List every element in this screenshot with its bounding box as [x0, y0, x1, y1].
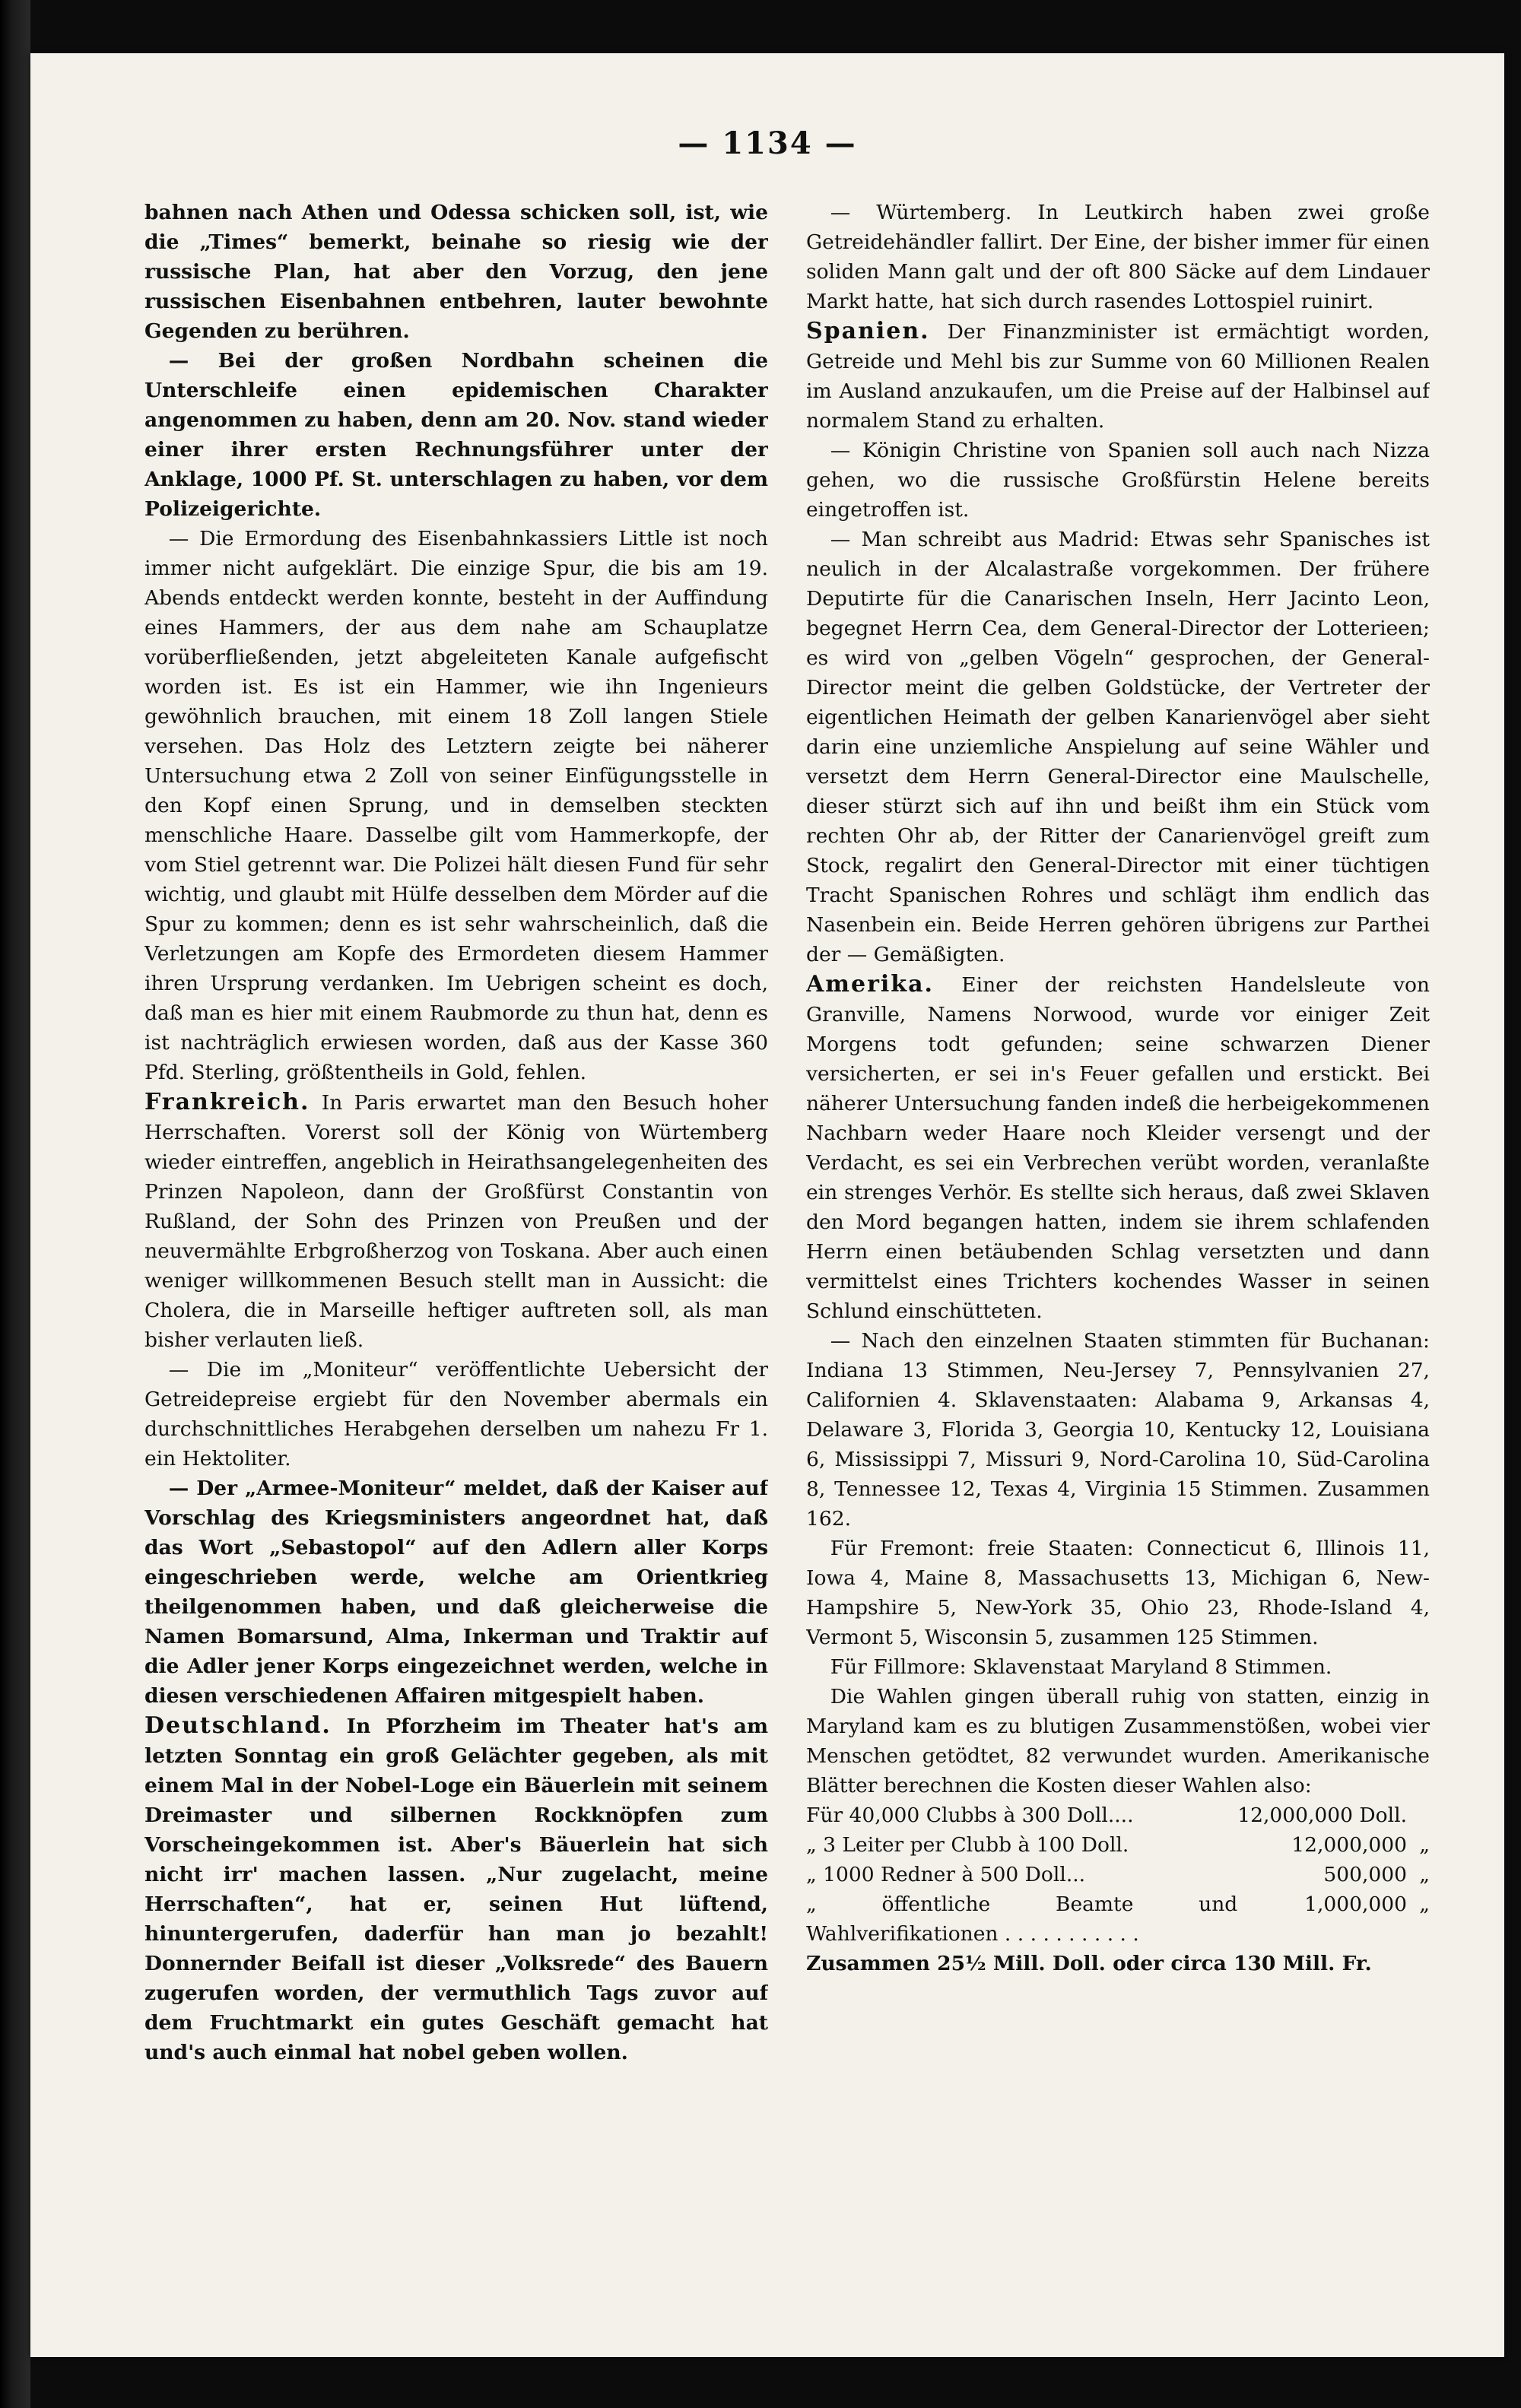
section-deutschland	[144, 1711, 768, 2067]
cost-amount: 1,000,000	[1304, 1892, 1407, 1916]
right-column	[806, 198, 1430, 2266]
section-heading: Frankreich.	[144, 1089, 310, 1115]
election-cost-table	[806, 1800, 1430, 1949]
cost-total: Zusammen 25½ Mill. Doll. oder circa 130 Mill. Fr.	[806, 1952, 1372, 1975]
section-spanien	[806, 316, 1430, 436]
article-paragraph: — Die Ermordung des Eisenbahnkassiers Little ist noch immer nicht aufgeklärt. Die einzige Spur, die bis am 19. Abends entdeckt werden konnte, besteht in der Auffindung eines Hammers, der aus dem nahe am Schauplatze vorüberfließenden, jetzt abgeleiteten Kanale aufgefischt worden ist. Es ist ein Hammer, wie ihn Ingenieurs gewöhnlich brauchen, mit einem 18 Zoll langen Stiele versehen. Das Holz des Letztern zeigte bei näherer Untersuchung etwa 2 Zoll von seiner Einfügungsstelle in den Kopf einen Sprung, und in demselben steckten menschliche Haare. Dasselbe gilt vom Hammerkopfe, der vom Stiel getrennt war. Die Polizei hält diesen Fund für sehr wichtig, und glaubt mit Hülfe desselben dem Mörder auf die Spur zu kommen; denn es ist sehr wahrscheinlich, daß die Verletzungen am Kopfe des Ermordeten diesem Hammer ihren Ursprung verdanken. Im Uebrigen scheint es doch, daß man es hier mit einem Raubmorde zu thun hat, denn es ist nachträglich erwiesen worden, daß aus der Kasse 360 Pfd. Sterling, größtentheils in Gold, fehlen.	[144, 527, 768, 1084]
ditto-mark: „	[1419, 1833, 1430, 1857]
table-row	[806, 1800, 1430, 1830]
article-paragraph: Die Wahlen gingen überall ruhig von statten, einzig in Maryland kam es zu blutigen Zusammenstößen, wobei vier Menschen getödtet, 82 verwundet wurden. Amerikanische Blätter berechnen die Kosten dieser Wahlen also:	[806, 1685, 1430, 1797]
left-column	[144, 198, 768, 2266]
article-paragraph: Für Fillmore: Sklavenstaat Maryland 8 Stimmen.	[830, 1655, 1332, 1679]
cost-label: „ 1000 Redner à 500 Doll...	[806, 1863, 1086, 1886]
article-paragraph: — Würtemberg. In Leutkirch haben zwei große Getreidehändler fallirt. Der Eine, der bisher immer für einen soliden Mann galt und der oft 800 Säcke auf dem Lindauer Markt hatte, hat sich durch rasendes Lottospiel ruinirt.	[806, 201, 1430, 313]
article-paragraph: — Der „Armee-Moniteur“ meldet, daß der Kaiser auf Vorschlag des Kriegsministers angeordnet hat, daß das Wort „Sebastopol“ auf den Adlern aller Korps eingeschrieben werde, welche am Orientkrieg theilgenommen haben, und daß gleicherweise die Namen Bomarsund, Alma, Inkerman und Traktir auf die Adler jener Korps eingezeichnet werden, welche in diesen verschiedenen Affairen mitgespielt haben.	[144, 1477, 768, 1708]
section-heading: Deutschland.	[144, 1712, 332, 1739]
article-paragraph: — Nach den einzelnen Staaten stimmten für Buchanan: Indiana 13 Stimmen, Neu-Jersey 7, Pennsylvanien 27, Californien 4. Sklavenstaaten: Alabama 9, Arkansas 4, Delaware 3, Florida 3, Georgia 10, Kentucky 12, Louisiana 6, Mississippi 7, Missuri 9, Nord-Carolina 10, Süd-Carolina 8, Tennessee 12, Texas 4, Virginia 15 Stimmen. Zusammen 162.	[806, 1329, 1430, 1531]
section-amerika	[806, 969, 1430, 1326]
cost-label: „ 3 Leiter per Clubb à 100 Doll.	[806, 1833, 1129, 1857]
article-paragraph: Für Fremont: freie Staaten: Connecticut 6, Illinois 11, Iowa 4, Maine 8, Massachusetts 13, Michigan 6, New-Hampshire 5, New-York 35, Ohio 23, Rhode-Island 4, Vermont 5, Wisconsin 5, zusammen 125 Stimmen.	[806, 1537, 1430, 1649]
article-paragraph: — Königin Christine von Spanien soll auch nach Nizza gehen, wo die russische Großfürstin Helene bereits eingetroffen ist.	[806, 439, 1430, 522]
ditto-mark	[1407, 1800, 1430, 1830]
article-paragraph: — Man schreibt aus Madrid: Etwas sehr Spanisches ist neulich in der Alcalastraße vorgekommen. Der frühere Deputirte für die Canarischen Inseln, Herr Jacinto Leon, begegnet Herrn Cea, dem General-Director der Lotterieen; es wird von „gelben Vögeln“ gesprochen, der General-Director meint die gelben Goldstücke, der Vertreter der eigentlichen Heimath der gelben Kanarienvögel aber sieht darin eine unziemliche Anspielung auf seine Wähler und versetzt dem Herrn General-Director eine Maulschelle, dieser stürzt sich auf ihn und beißt ihm ein Stück vom rechten Ohr ab, der Ritter der Canarienvögel greift zum Stock, regalirt den General-Director mit einer tüchtigen Tracht Spanischen Rohres und schlägt ihm endlich das Nasenbein ein. Beide Herren gehören übrigens zur Parthei der — Gemäßigten.	[806, 528, 1430, 966]
cost-label: Für 40,000 Clubbs à 300 Doll....	[806, 1804, 1134, 1827]
table-row	[806, 1830, 1430, 1860]
section-heading: Amerika.	[806, 971, 934, 998]
section-frankreich	[144, 1087, 768, 1355]
ditto-mark: „	[1419, 1892, 1430, 1916]
article-paragraph: — Bei der großen Nordbahn scheinen die Unterschleife einen epidemischen Charakter angenommen zu haben, denn am 20. Nov. stand wieder einer ihrer ersten Rechnungsführer unter der Anklage, 1000 Pf. St. unterschlagen zu haben, vor dem Polizeigerichte.	[144, 349, 768, 521]
page-number: — 1134 —	[678, 125, 857, 161]
article-paragraph: — Die im „Moniteur“ veröffentlichte Uebersicht der Getreidepreise ergiebt für den November abermals ein durchschnittliches Herabgehen derselben um nahezu Fr 1. ein Hektoliter.	[144, 1358, 768, 1470]
cost-amount: 500,000	[1323, 1863, 1407, 1886]
section-text: In Pforzheim im Theater hat's am letzten Sonntag ein groß Gelächter gegeben, als mit einem Mal in der Nobel-Loge ein Bäuerlein mit seinem Dreimaster und silbernen Rockknöpfen zum Vorscheingekommen ist. Aber's Bäuerlein hat sich nicht irr' machen lassen. „Nur zugelacht, meine Herrschaften“, hat er, seinen Hut lüftend, hinuntergerufen, daderfür han man jo bezahlt! Donnernder Beifall ist dieser „Volksrede“ des Bauern zugerufen worden, der vermuthlich Tags zuvor auf dem Fruchtmarkt ein gutes Geschäft gemacht hat und's auch einmal hat nobel geben wollen.	[144, 1715, 768, 2064]
table-row	[806, 1860, 1430, 1889]
section-heading: Spanien.	[806, 318, 930, 344]
section-text: Der Finanzminister ist ermächtigt worden, Getreide und Mehl bis zur Summe von 60 Millionen Realen im Ausland anzukaufen, um die Preise auf der Halbinsel auf normalem Stand zu erhalten.	[806, 320, 1430, 433]
article-paragraph: bahnen nach Athen und Odessa schicken soll, ist, wie die „Times“ bemerkt, beinahe so riesig wie der russische Plan, hat aber den Vorzug, den jene russischen Eisenbahnen entbehren, lauter bewohnte Gegenden zu berühren.	[144, 201, 768, 343]
scan-border	[0, 0, 30, 2408]
section-text: Einer der reichsten Handelsleute von Granville, Namens Norwood, wurde vor einiger Zeit Morgens todt gefunden; seine schwarzen Diener versicherten, er sei in's Feuer gefallen und erstickt. Bei näherer Untersuchung fanden indeß die herbeigekommenen Nachbarn weder Haare noch Kleider versengt und der Verdacht, es sei ein Verbrechen verübt worden, veranlaßte ein strenges Verhör. Es stellte sich heraus, daß zwei Sklaven den Mord begangen hatten, indem sie ihrem schlafenden Herrn einen betäubenden Schlag versetzten und dann vermittelst eines Trichters kochendes Wasser in seinen Schlund einschütteten.	[806, 973, 1430, 1323]
ditto-mark: „	[1419, 1863, 1430, 1886]
cost-label: „ öffentliche Beamte und Wahlverifikationen . . . . . . . . . . .	[806, 1892, 1238, 1946]
newspaper-page	[30, 53, 1504, 2357]
table-row	[806, 1889, 1430, 1949]
cost-amount: 12,000,000 Doll.	[1237, 1804, 1407, 1827]
cost-amount: 12,000,000	[1291, 1833, 1407, 1857]
section-text: In Paris erwartet man den Besuch hoher Herrschaften. Vorerst soll der König von Würtemberg wieder eintreffen, angeblich in Heirathsangelegenheiten des Prinzen Napoleon, dann der Großfürst Constantin von Rußland, der Sohn des Prinzen von Preußen und der neuvermählte Erbgroßherzog von Toskana. Aber auch einen weniger willkommenen Besuch stellt man in Aussicht: die Cholera, die in Marseille heftiger auftreten soll, als man bisher verlauten ließ.	[144, 1091, 768, 1352]
